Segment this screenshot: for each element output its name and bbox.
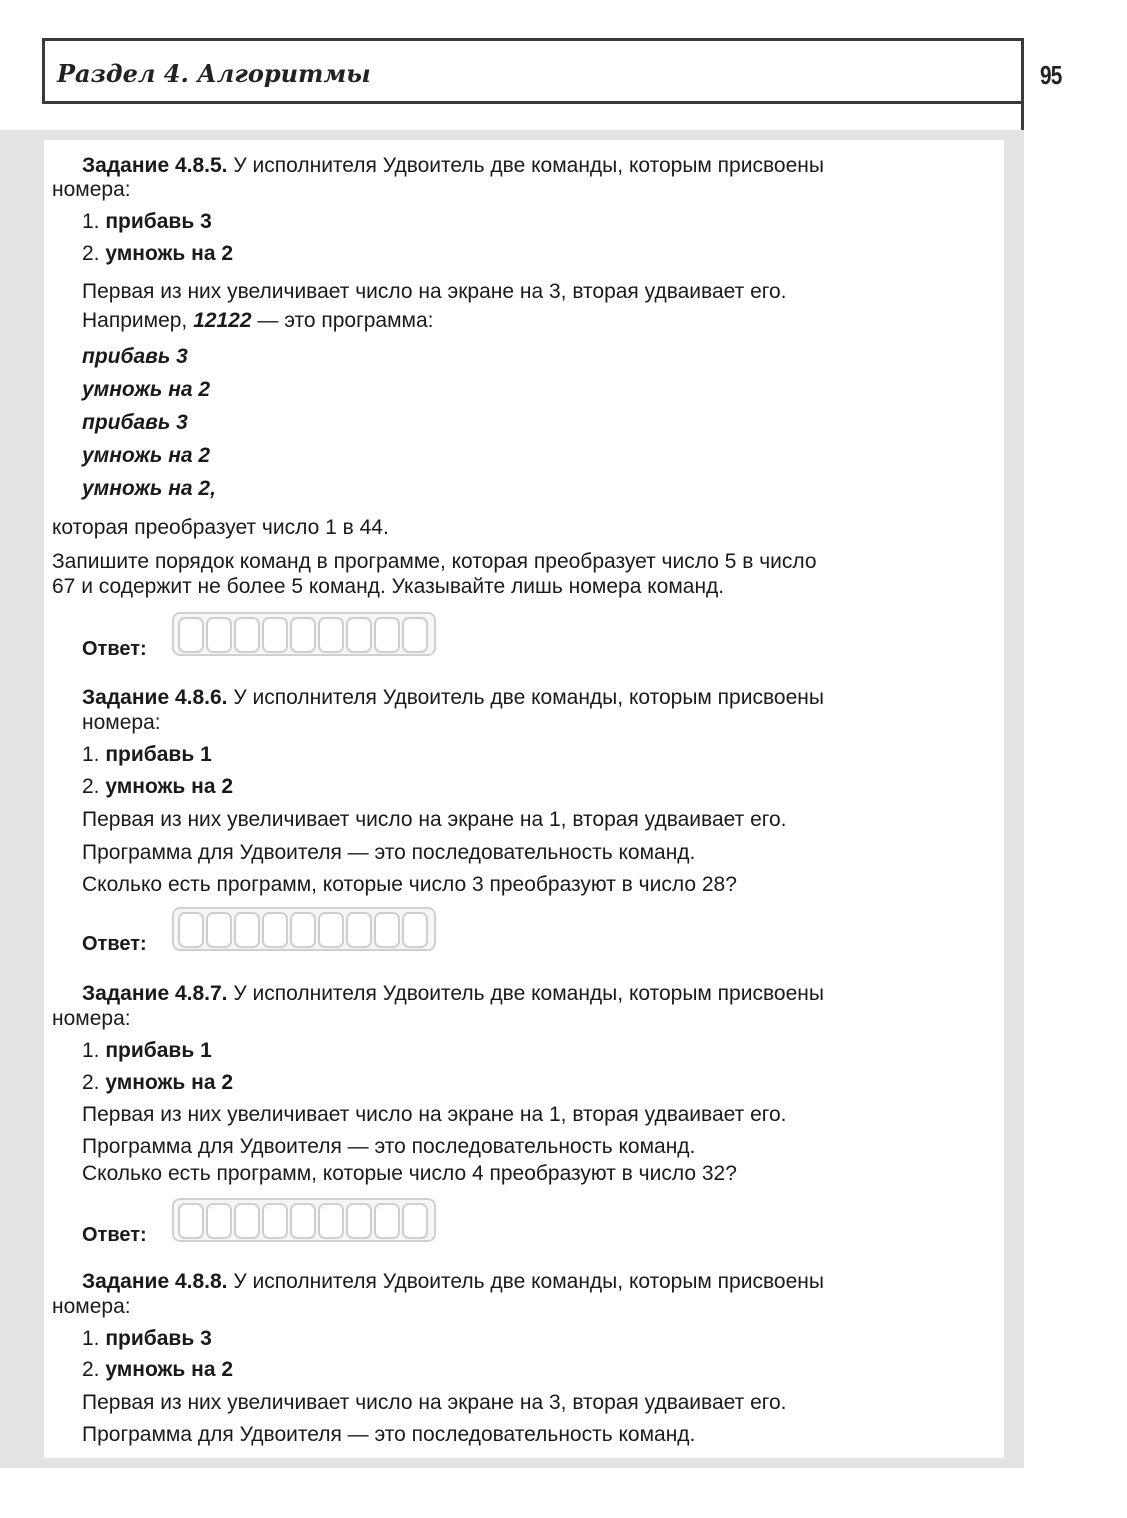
section-title: Раздел 4. Алгоритмы — [57, 59, 371, 88]
answer-cell[interactable] — [374, 617, 400, 653]
result-line: которая преобразует число 1 в 44. — [52, 516, 389, 539]
answer-cell[interactable] — [374, 1203, 400, 1239]
answer-cell[interactable] — [206, 617, 232, 653]
command-item: 1. прибавь 3 — [82, 210, 212, 233]
program-step: умножь на 2 — [82, 444, 211, 467]
answer-cell[interactable] — [346, 912, 372, 948]
section-header — [42, 38, 1024, 104]
task-intro-cont: номера: — [52, 1007, 131, 1030]
task-heading — [82, 981, 824, 1007]
task-question-cont: 67 и содержит не более 5 команд. Указывайте лишь номера команд. — [52, 575, 725, 598]
program-step: умножь на 2 — [82, 378, 211, 401]
answer-cell[interactable] — [346, 1203, 372, 1239]
task-description: Первая из них увеличивает число на экране на 3, вторая удваивает его. — [82, 280, 787, 303]
answer-cell[interactable] — [402, 912, 428, 948]
task-heading — [82, 1269, 824, 1295]
task-description: Первая из них увеличивает число на экране на 3, вторая удваивает его. — [82, 1391, 787, 1414]
task-intro: У исполнителя Удвоитель две команды, которым присвоены — [233, 1270, 824, 1293]
task-intro-cont: номера: — [52, 1295, 131, 1318]
answer-input[interactable] — [172, 1198, 436, 1242]
task-question: Сколько есть программ, которые число 4 преобразуют в число 32? — [82, 1162, 737, 1185]
answer-cell[interactable] — [206, 1203, 232, 1239]
answer-cell[interactable] — [178, 1203, 204, 1239]
example-line: Например, 12122 — это программа: — [82, 309, 434, 332]
answer-cell[interactable] — [402, 1203, 428, 1239]
task-intro-cont: номера: — [52, 178, 131, 201]
task-description: Первая из них увеличивает число на экране на 1, вторая удваивает его. — [82, 1103, 787, 1126]
answer-cell[interactable] — [262, 912, 288, 948]
task-intro-cont: номера: — [82, 711, 161, 734]
answer-input[interactable] — [172, 612, 436, 656]
task-question: Запишите порядок команд в программе, которая преобразует число 5 в число — [52, 550, 817, 573]
command-item: 2. умножь на 2 — [82, 775, 234, 798]
command-item: 1. прибавь 1 — [82, 1039, 212, 1062]
answer-cell[interactable] — [290, 617, 316, 653]
program-definition: Программа для Удвоителя — это последовательность команд. — [82, 1423, 696, 1446]
task-title: Задание 4.8.5. — [82, 154, 228, 177]
example-code: 12122 — [193, 309, 252, 332]
program-definition: Программа для Удвоителя — это последовательность команд. — [82, 1135, 696, 1158]
task-heading — [82, 153, 824, 179]
answer-cell[interactable] — [290, 912, 316, 948]
answer-cell[interactable] — [178, 617, 204, 653]
answer-cell[interactable] — [178, 912, 204, 948]
answer-cell[interactable] — [262, 617, 288, 653]
program-definition: Программа для Удвоителя — это последовательность команд. — [82, 841, 696, 864]
command-item: 1. прибавь 1 — [82, 743, 212, 766]
answer-cell[interactable] — [374, 912, 400, 948]
command-item: 2. умножь на 2 — [82, 242, 234, 265]
command-item: 1. прибавь 3 — [82, 1327, 212, 1350]
answer-cell[interactable] — [318, 617, 344, 653]
answer-cell[interactable] — [206, 912, 232, 948]
program-step: прибавь 3 — [82, 411, 188, 434]
answer-cell[interactable] — [346, 617, 372, 653]
answer-cell[interactable] — [318, 1203, 344, 1239]
task-intro: У исполнителя Удвоитель две команды, которым присвоены — [233, 154, 824, 177]
task-intro: У исполнителя Удвоитель две команды, которым присвоены — [233, 686, 824, 709]
answer-cell[interactable] — [402, 617, 428, 653]
task-question: Сколько есть программ, которые число 3 преобразуют в число 28? — [82, 873, 737, 896]
header-divider — [1021, 104, 1024, 130]
task-heading — [82, 685, 824, 711]
answer-label: Ответ: — [82, 638, 147, 660]
content-panel — [44, 140, 1004, 1458]
answer-cell[interactable] — [234, 912, 260, 948]
task-intro: У исполнителя Удвоитель две команды, которым присвоены — [233, 982, 824, 1005]
task-title: Задание 4.8.6. — [82, 686, 228, 709]
command-item: 2. умножь на 2 — [82, 1358, 234, 1381]
program-step: прибавь 3 — [82, 345, 188, 368]
task-title: Задание 4.8.8. — [82, 1270, 228, 1293]
program-step: умножь на 2, — [82, 477, 216, 500]
command-item: 2. умножь на 2 — [82, 1071, 234, 1094]
answer-cell[interactable] — [318, 912, 344, 948]
answer-cell[interactable] — [262, 1203, 288, 1239]
task-title: Задание 4.8.7. — [82, 982, 228, 1005]
task-description: Первая из них увеличивает число на экране на 1, вторая удваивает его. — [82, 808, 787, 831]
answer-cell[interactable] — [290, 1203, 316, 1239]
answer-input[interactable] — [172, 907, 436, 951]
page-number: 95 — [1040, 60, 1062, 90]
answer-label: Ответ: — [82, 933, 147, 955]
answer-cell[interactable] — [234, 617, 260, 653]
answer-cell[interactable] — [234, 1203, 260, 1239]
answer-label: Ответ: — [82, 1224, 147, 1246]
